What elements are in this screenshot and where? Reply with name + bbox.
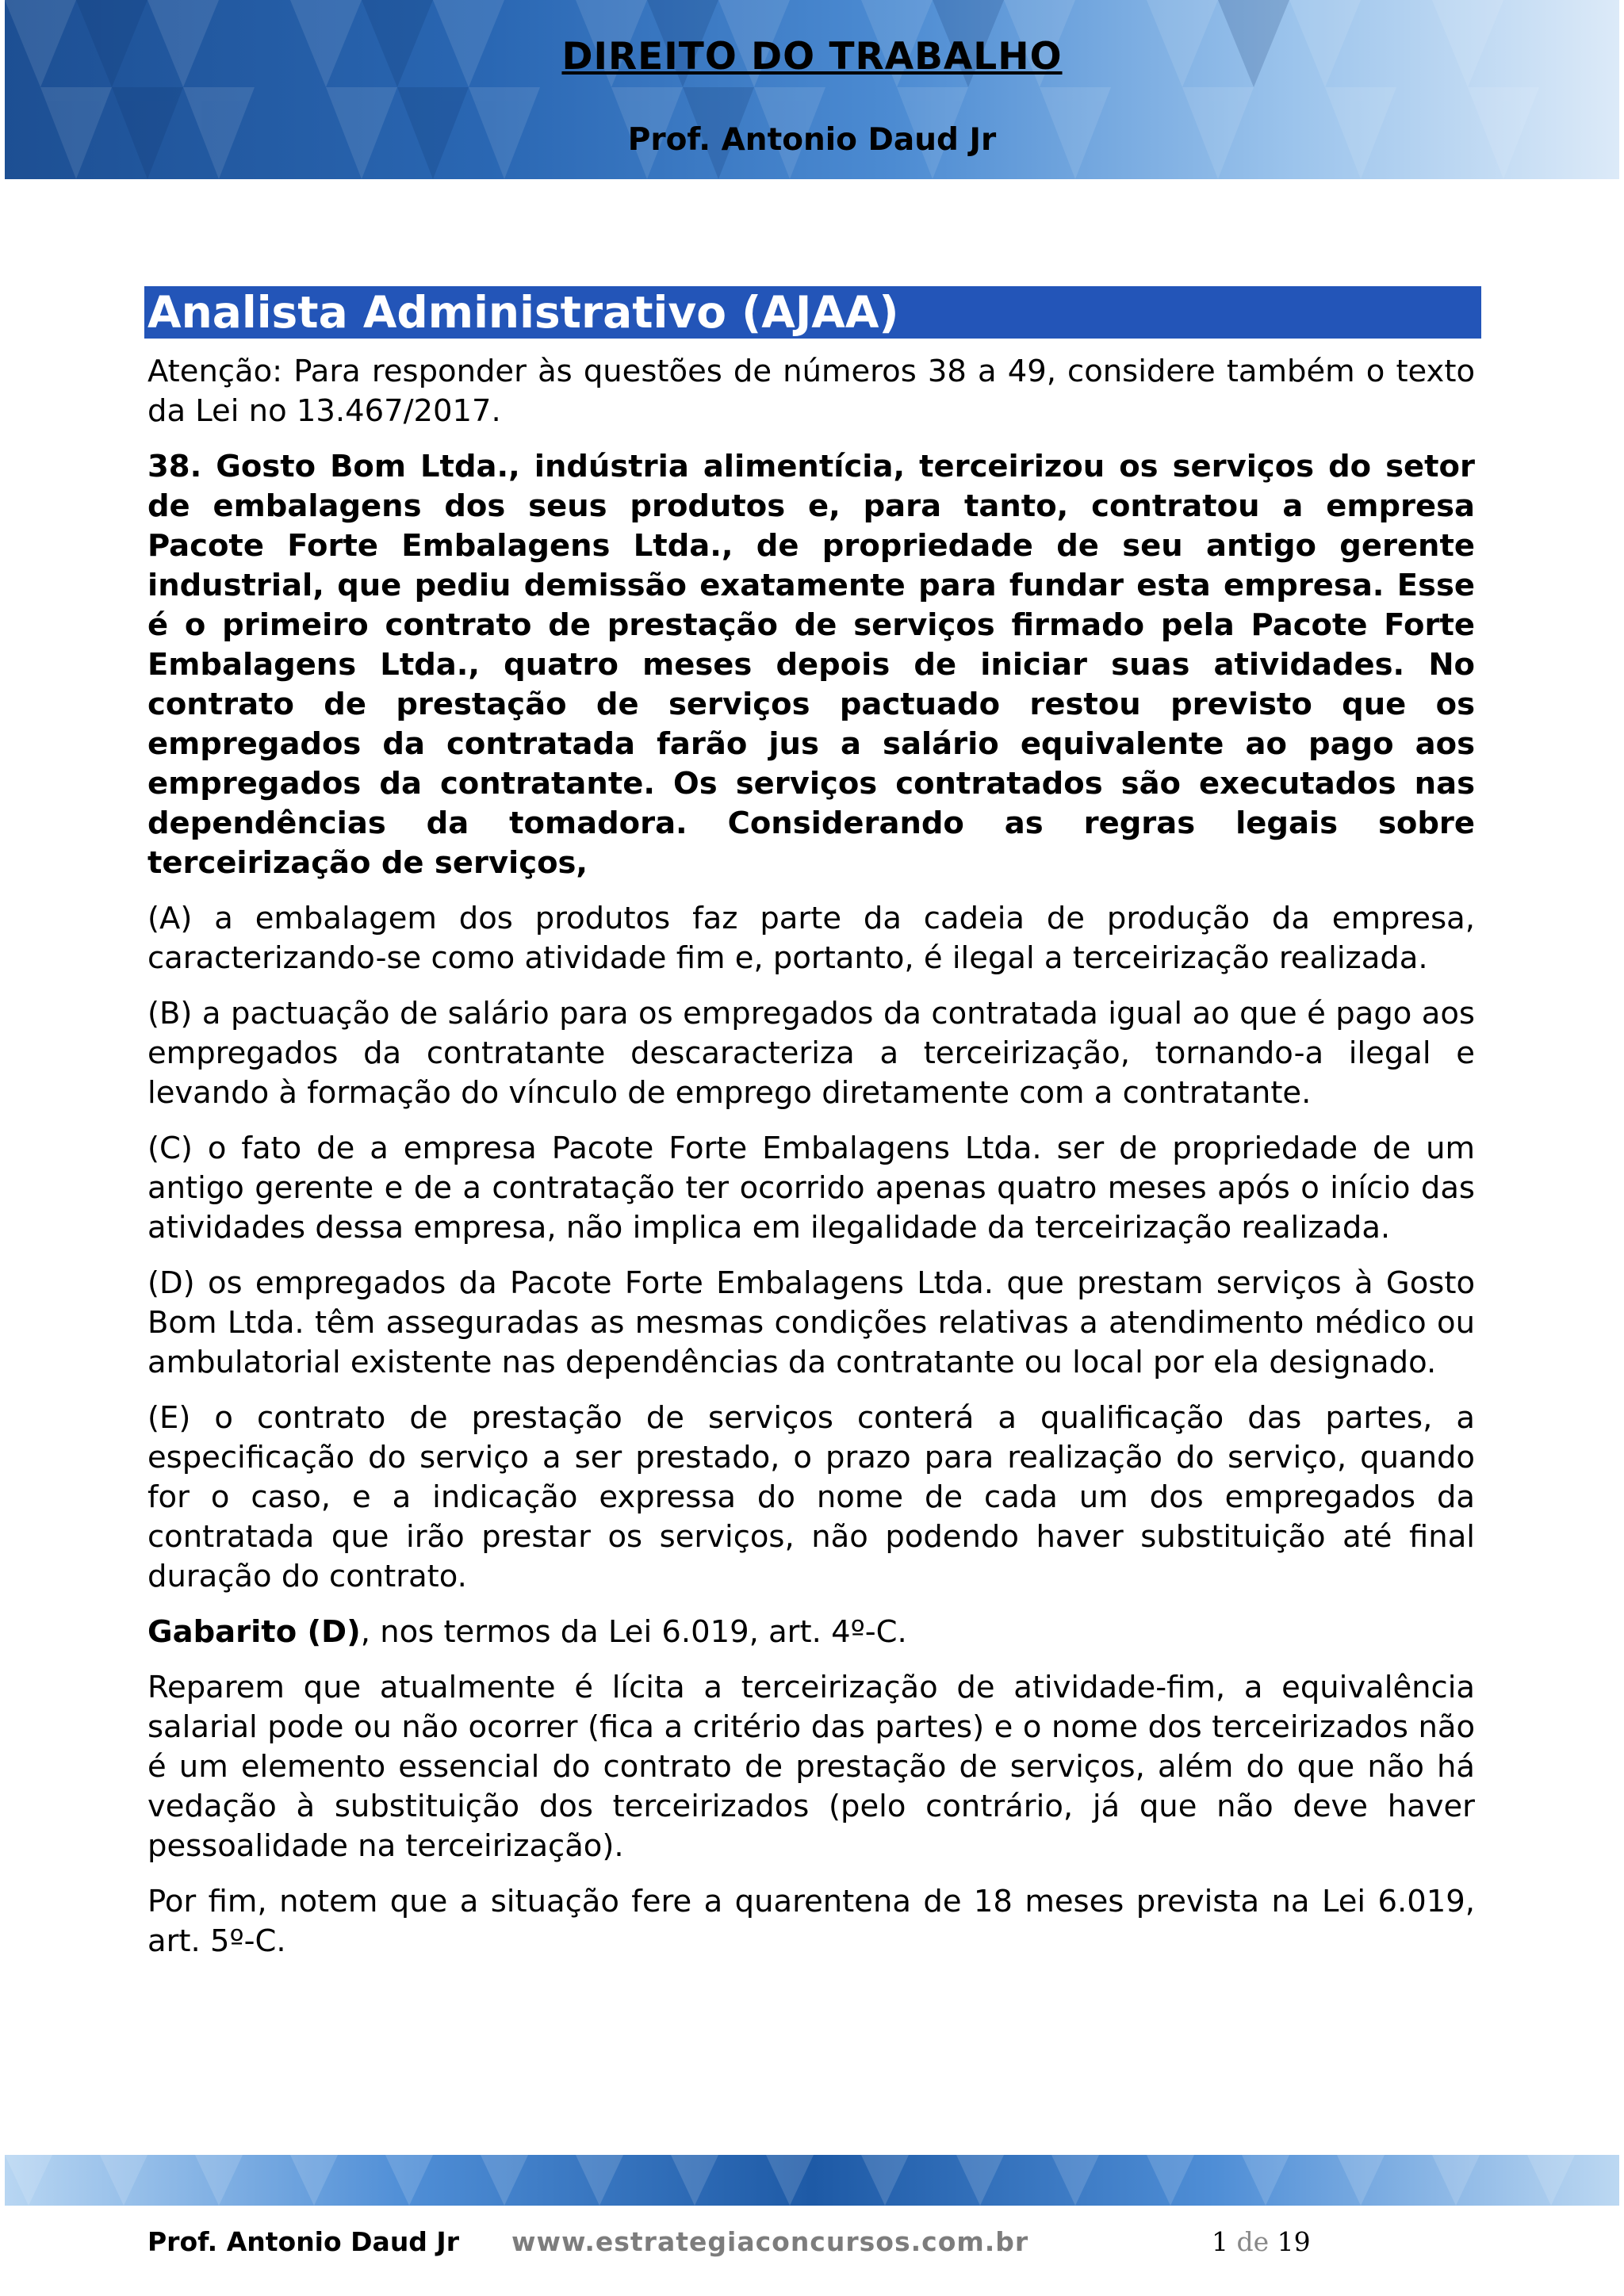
option-a: (A) a embalagem dos produtos faz parte da cadeia de produção da empresa, caracterizando-se como atividade fim e, portanto, é ilegal a terceirização realizada. [147,901,1475,976]
option-d: (D) os empregados da Pacote Forte Embalagens Ltda. que prestam serviços à Gosto Bom Ltda. têm asseguradas as mesmas condições relativas a atendimento médico ou ambulatorial existente nas dependências da contratante ou local por ela designado. [147,1265,1475,1380]
footer-author: Prof. Antonio Daud Jr [147,2226,459,2257]
section-heading-bar [144,286,1481,339]
explanation-paragraph: Reparem que atualmente é lícita a terceirização de atividade-fim, a equivalência salarial pode ou não ocorrer (fica a critério das partes) e o nome dos terceirizados não é um elemento essencial do contrato de prestação de serviços, além do que não há vedação à substituição dos terceirizados (pelo contrário, já que não deve haver pessoalidade na terceirização). [147,1670,1475,1864]
page-number [1212,2226,1311,2263]
document-body [147,352,1475,1977]
page-of: de [1236,2226,1270,2257]
option-b: (B) a pactuação de salário para os empregados da contratada igual ao que é pago aos empregados da contratante descaracteriza a terceirização, tornando-a ilegal e levando à formação do vínculo de emprego diretamente com a contratante. [147,996,1475,1111]
footer-website-link[interactable]: www.estrategiaconcursos.com.br [511,2226,1029,2257]
option-c: (C) o fato de a empresa Pacote Forte Embalagens Ltda. ser de propriedade de um antigo gerente e de a contratação ter ocorrido apenas quatro meses após o início das atividades dessa empresa, não implica em ilegalidade da terceirização realizada. [147,1131,1475,1246]
document-title: DIREITO DO TRABALHO [561,35,1063,78]
attention-note: Atenção: Para responder às questões de números 38 a 49, considere também o texto da Lei no 13.467/2017. [147,354,1475,429]
explanation-paragraph-final: Por fim, notem que a situação fere a quarentena de 18 meses prevista na Lei 6.019, art. 5º-C. [147,1884,1475,1959]
answer-label: Gabarito (D) [147,1614,361,1650]
page-current: 1 [1212,2226,1228,2257]
footer-banner [5,2155,1619,2206]
answer-key [147,1613,1475,1652]
header-author: Prof. Antonio Daud Jr [627,122,997,158]
section-title: Analista Administrativo (AJAA) [147,287,899,338]
question-statement: 38. Gosto Bom Ltda., indústria alimentícia, terceirizou os serviços do setor de embalagens dos seus produtos e, para tanto, contratou a empresa Pacote Forte Embalagens Ltda., de propriedade de seu antigo gerente industrial, que pediu demissão exatamente para fundar esta empresa. Esse é o primeiro contrato de prestação de serviços firmado pela Pacote Forte Embalagens Ltda., quatro meses depois de iniciar suas atividades. No contrato de prestação de serviços pactuado restou previsto que os empregados da contratada farão jus a salário equivalente ao pago aos empregados da contratante. Os serviços contratados são executados nas dependências da tomadora. Considerando as regras legais sobre terceirização de serviços, [147,449,1475,881]
footer-triangle-pattern [5,2155,1619,2206]
page-total: 19 [1277,2226,1311,2257]
answer-text: , nos termos da Lei 6.019, art. 4º-C. [360,1614,907,1650]
option-e: (E) o contrato de prestação de serviços conterá a qualificação das partes, a especificação do serviço a ser prestado, o prazo para realização do serviço, quando for o caso, e a indicação expressa do nome de cada um dos empregados da contratada que irão prestar os serviços, não podendo haver substituição até final duração do contrato. [147,1400,1475,1594]
